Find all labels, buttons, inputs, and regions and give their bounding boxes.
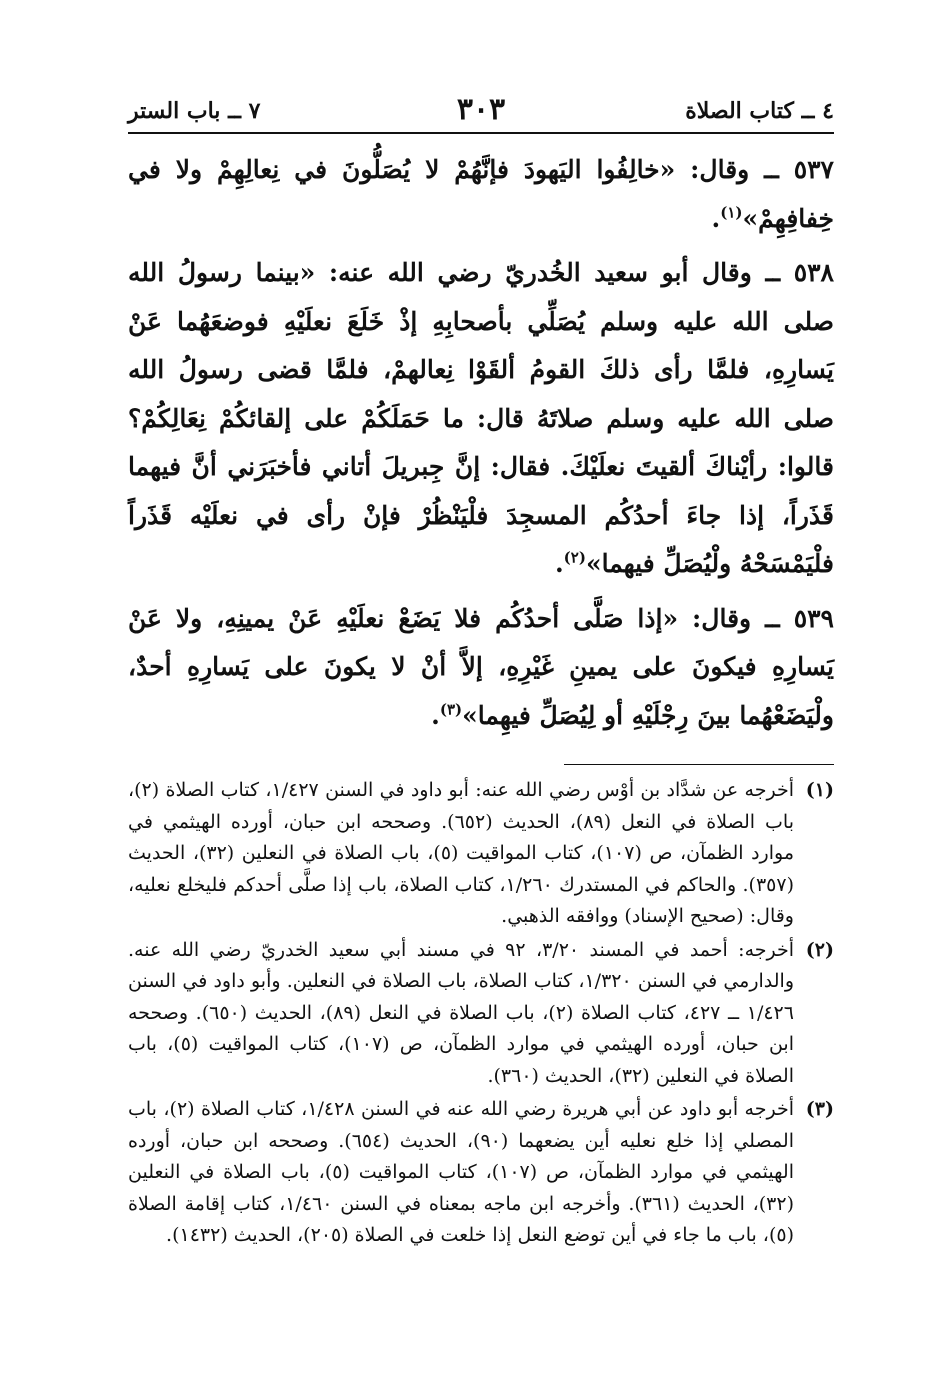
footnote-text: أخرجه أبو داود عن أبي هريرة رضي الله عنه في السنن ١/٤٢٨، كتاب الصلاة (٢)، باب المصلي إذا خلع نعليه أين يضعهما (٩٠)، الحديث (٦٥٤). وصححه ابن حبان، أورده الهيثمي في موارد الظمآن، ص (١٠٧)، كتاب المواقيت (٥)، باب الصلاة في النعلين (٣٢)، الحديث (٣٦١). وأخرجه ابن ماجه بمعناه في السنن ١/٤٦٠، كتاب إقامة الصلاة (٥)، باب ما جاء في أين توضع النعل إذا خلعت في الصلاة (٢٠٥)، الحديث (١٤٣٢).	[128, 1098, 794, 1246]
hadith-tail: .	[711, 203, 721, 233]
hadith-text: وقال: «خالِفُوا اليَهودَ فإنَّهُمْ لا يُصَلُّونَ في نِعالِهِمْ ولا في خِفافِهِمْ»	[128, 155, 834, 233]
footnote-2	[128, 935, 834, 1093]
footnote-marker: (٢)	[805, 938, 834, 961]
footnote-ref[interactable]: (٣)	[439, 700, 463, 719]
hadith-tail: .	[431, 700, 440, 730]
hadith-text: وقال: «إذا صَلَّى أحدُكُم فلا يَضَعْ نعلَيْهِ عَنْ يمينِهِ، ولا عَنْ يَسارِهِ فيكونَ على يمينِ غَيْرِهِ، إلاَّ أنْ لا يكونَ على يَسارِهِ أحدٌ، ولْيَضَعْهُما بينَ رِجْلَيْهِ أو لِيُصَلِّ فيهِما»	[128, 603, 834, 730]
hadith-number: ٥٣٩ ــ	[765, 603, 834, 633]
footnote-separator	[564, 764, 834, 765]
footnote-text: أخرجه: أحمد في المسند ٣/٢٠، ٩٢ في مسند أبي سعيد الخدريّ رضي الله عنه. والدارمي في السنن ١/٣٢٠، كتاب الصلاة، باب الصلاة في النعلين. وأبو داود في السنن ١/٤٢٦ ــ ٤٢٧، كتاب الصلاة (٢)، باب الصلاة في النعل (٨٩)، الحديث (٦٥٠). وصححه ابن حبان، أورده الهيثمي في موارد الظمآن، ص (١٠٧)، كتاب المواقيت (٥)، باب الصلاة في النعلين (٣٢)، الحديث (٣٦٠).	[128, 938, 795, 1087]
book-page	[128, 92, 834, 1254]
header-chapter-title: ٧ ــ باب الستر	[128, 98, 261, 124]
footnote-1	[128, 775, 834, 933]
footnote-ref[interactable]: (٢)	[563, 548, 586, 567]
header-book-title: ٤ ــ كتاب الصلاة	[685, 98, 834, 124]
hadith-tail: .	[554, 549, 564, 578]
hadith-538	[128, 249, 834, 589]
footnote-3	[128, 1094, 834, 1252]
footnote-text: أخرجه عن شدَّاد بن أوْس رضي الله عنه: أبو داود في السنن ١/٤٢٧، كتاب الصلاة (٢)، باب الصلاة في النعل (٨٩)، الحديث (٦٥٢). وصححه ابن حبان، أورده الهيثمي في موارد الظمآن، ص (١٠٧)، كتاب المواقيت (٥)، باب الصلاة في النعلين (٣٢)، الحديث (٣٥٧). والحاكم في المستدرك ١/٢٦٠، كتاب الصلاة، باب إذا صلَّى أحدكم فليخلع نعليه، وقال: (صحيح الإسناد) ووافقه الذهبي.	[128, 779, 794, 927]
hadith-text: وقال أبو سعيد الخُدريّ رضي الله عنه: «بينما رسولُ الله صلى الله عليه وسلم يُصَلِّي بأصحابِهِ إذْ خَلَعَ نعلَيْهِ فوضعَهُما عَنْ يَسارِهِ، فلمَّا رأى ذلكَ القومُ ألقَوْا نِعالهمْ، فلمَّا قضى رسولُ الله صلى الله عليه وسلم صلاتَهُ قال: ما حَمَلَكُمْ على إلقائكُمْ نِعَالِكُمْ؟ قالوا: رأيْناكَ ألقيتَ نعلَيْكَ. فقال: إنَّ جِبريلَ أتاني فأخبَرَني أنَّ فيهما قَذَراً، إذا جاءَ أحدُكُم المسجِدَ فلْيَنْظُرْ فإنْ رأى في نعلَيْه قَذَراً فلْيَمْسَحْهُ ولْيُصَلِّ فيهما»	[128, 258, 834, 578]
footnote-marker: (١)	[805, 779, 834, 801]
footnote-ref[interactable]: (١)	[720, 203, 743, 222]
footnotes	[128, 775, 834, 1252]
hadith-537	[128, 146, 834, 243]
footnote-marker: (٣)	[805, 1098, 834, 1120]
hadith-number: ٥٣٧ ــ	[764, 155, 834, 184]
running-header	[128, 92, 834, 134]
hadith-number: ٥٣٨ ــ	[765, 258, 834, 287]
hadith-539	[128, 595, 834, 741]
page-number: ٣٠٣	[456, 92, 506, 127]
main-text	[128, 146, 834, 740]
